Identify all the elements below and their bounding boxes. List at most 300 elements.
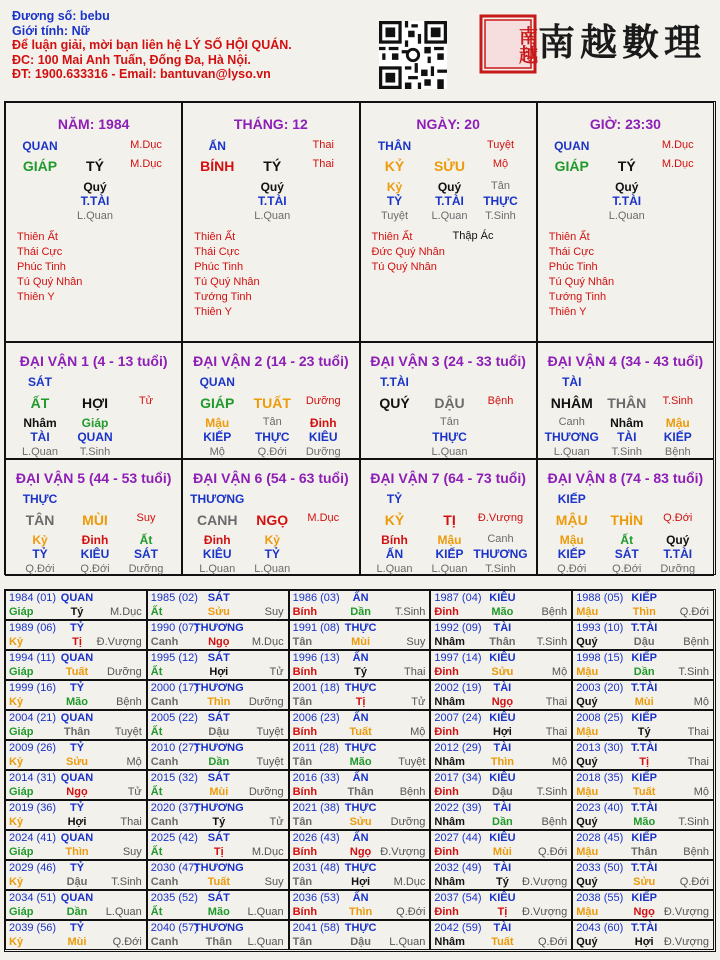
year-label: 1988 (05)	[576, 592, 624, 604]
pillar-text: KIẾP	[663, 430, 692, 444]
dai-van-title: ĐẠI VẬN 8 (74 - 83 tuổi)	[547, 470, 704, 486]
year-god: KIÊU	[489, 592, 516, 604]
star-item: Thái Cực	[17, 246, 63, 258]
year-stem: Quý	[576, 936, 598, 948]
year-god: KIẾP	[631, 892, 658, 904]
pillar-text: Nhâm	[23, 416, 57, 430]
year-label: 2008 (25)	[576, 712, 624, 724]
year-label: 2012 (29)	[434, 742, 482, 754]
year-cell	[147, 920, 289, 950]
year-stem: Bính	[292, 846, 318, 858]
year-branch: Sửu	[491, 666, 514, 678]
pillar-cell	[5, 102, 182, 342]
pillar-text: GIÁP	[200, 395, 235, 411]
year-branch: Ngọ	[349, 846, 372, 858]
pillar-text: TÀI	[30, 430, 50, 444]
year-stage: Mộ	[551, 756, 568, 768]
year-stage: Tuyệt	[114, 726, 142, 738]
year-god: KIẾP	[631, 652, 658, 664]
red-seal-logo	[479, 14, 537, 74]
pillar-text: Đinh	[203, 533, 231, 547]
pillar-text: T.TÀI	[435, 194, 464, 208]
pillar-text: L.Quan	[431, 446, 468, 458]
year-god: QUAN	[60, 892, 94, 904]
year-god: THỰC	[344, 682, 377, 694]
year-cell	[430, 800, 572, 830]
year-god: T.TÀI	[631, 622, 658, 634]
qr-code-icon[interactable]	[379, 21, 447, 89]
pillar-text: Quý	[615, 180, 639, 194]
year-stage: Đ.Vượng	[522, 906, 568, 918]
year-branch: Dậu	[633, 636, 655, 648]
year-label: 2010 (27)	[150, 742, 198, 754]
year-stem: Giáp	[9, 726, 34, 738]
pillar-text: TỶ	[386, 492, 403, 506]
year-god: T.TÀI	[631, 682, 658, 694]
year-god: TỶ	[69, 922, 85, 934]
year-stem: Nhâm	[434, 636, 465, 648]
year-stage: Bệnh	[683, 846, 709, 858]
year-label: 1990 (07)	[150, 622, 198, 634]
year-cell	[572, 860, 714, 890]
year-stage: Thai	[545, 726, 568, 738]
year-cell	[147, 860, 289, 890]
pillar-text: Mộ	[209, 446, 225, 458]
year-stage: Tử	[411, 696, 426, 708]
year-god: QUAN	[60, 592, 94, 604]
pillar-text: Giáp	[81, 416, 109, 430]
year-cell	[572, 620, 714, 650]
year-stem: Mậu	[576, 906, 599, 918]
year-cell	[5, 860, 147, 890]
pillar-text: QUÝ	[379, 395, 410, 411]
year-label: 1986 (03)	[292, 592, 340, 604]
year-branch: Dậu	[350, 936, 371, 948]
year-branch: Tị	[355, 696, 366, 708]
year-label: 2000 (17)	[150, 682, 198, 694]
year-stage: T.Sinh	[111, 876, 142, 888]
year-branch: Hợi	[634, 936, 654, 948]
dai-van-cell	[537, 459, 714, 576]
year-stage: L.Quan	[389, 936, 426, 948]
year-stage: Dưỡng	[390, 816, 426, 828]
pillar-text: SÁT	[28, 375, 52, 389]
year-cell	[147, 890, 289, 920]
pillar-text: KIÊU	[80, 547, 110, 561]
year-branch: Ngọ	[66, 786, 88, 798]
year-label: 2040 (57)	[150, 922, 198, 934]
year-stage: Tử	[127, 786, 142, 798]
year-cell	[572, 590, 714, 620]
year-stage: Mộ	[126, 756, 142, 768]
pillar-text: TỊ	[443, 512, 456, 528]
year-god: KIÊU	[489, 772, 516, 784]
year-stem: Bính	[292, 906, 318, 918]
year-stage: Dưỡng	[248, 786, 284, 798]
pillar-text: SÁT	[614, 547, 639, 561]
pillar-text: NGỌ	[256, 512, 289, 528]
year-cell	[147, 740, 289, 770]
year-stem: Kỷ	[9, 696, 24, 708]
pillar-text: HỢI	[82, 395, 108, 411]
year-stage: T.Sinh	[536, 786, 568, 798]
year-god: KIÊU	[489, 832, 516, 844]
year-cell	[430, 860, 572, 890]
pillar-cell	[537, 102, 714, 342]
year-stage: M.Dục	[110, 606, 142, 618]
pillar-text: Tuyệt	[380, 210, 409, 222]
pillar-text: Đinh	[309, 416, 337, 430]
year-label: 1991 (08)	[292, 622, 340, 634]
pillar-text: KỶ	[384, 158, 405, 174]
year-branch: Dậu	[66, 876, 88, 888]
pillar-text: L.Quan	[431, 563, 468, 575]
year-stage: T.Sinh	[678, 816, 709, 828]
pillar-text: Quý	[260, 180, 284, 194]
year-branch: Tuất	[207, 876, 230, 888]
year-branch: Tị	[213, 846, 224, 858]
dai-van-title: ĐẠI VẬN 2 (14 - 23 tuổi)	[193, 353, 349, 369]
pillar-text: BÍNH	[200, 158, 235, 174]
special-stars-bad	[453, 230, 494, 242]
year-label: 1997 (14)	[434, 652, 482, 664]
year-branch: Ngọ	[208, 636, 230, 648]
year-label: 2023 (40)	[576, 802, 624, 814]
year-stage: Thai	[120, 816, 142, 828]
year-label: 2027 (44)	[434, 832, 482, 844]
year-stem: Đinh	[434, 846, 459, 858]
year-cell	[289, 680, 431, 710]
year-stage: L.Quan	[247, 906, 284, 918]
pillar-text: T.Sinh	[485, 563, 516, 575]
pillar-text: L.Quan	[254, 563, 291, 575]
year-stage: Thai	[545, 696, 568, 708]
year-cell	[5, 650, 147, 680]
year-label: 2015 (32)	[150, 772, 198, 784]
year-stage: Q.Đới	[396, 906, 426, 918]
year-label: 2032 (49)	[434, 862, 482, 874]
year-cell	[5, 590, 147, 620]
seal-text: 南越	[516, 26, 538, 64]
year-branch: Ngọ	[633, 906, 655, 918]
year-branch: Thân	[347, 786, 374, 798]
year-stem: Đinh	[434, 666, 459, 678]
year-stage: Dưỡng	[107, 666, 142, 678]
year-stage: Q.Đới	[679, 876, 709, 888]
star-item: Thiên Y	[194, 306, 232, 318]
year-cell	[430, 890, 572, 920]
year-god: TÀI	[493, 742, 512, 754]
pillar-text: T.TÀI	[257, 194, 287, 208]
star-item: Thái Cực	[548, 246, 595, 258]
year-stem: Giáp	[9, 666, 34, 678]
year-stage: Q.Đới	[679, 606, 709, 618]
pillar-text: M.Dục	[661, 158, 694, 170]
star-item: Thiên Ất	[194, 231, 236, 243]
year-stem: Tân	[292, 696, 313, 708]
year-label: 2029 (46)	[9, 862, 57, 874]
year-cell	[572, 710, 714, 740]
year-label: 1985 (02)	[150, 592, 198, 604]
brand-calligraphy: 南越數理	[538, 20, 706, 64]
year-god: TÀI	[493, 682, 512, 694]
year-stage: Suy	[122, 846, 142, 858]
pillar-text: Quý	[666, 533, 690, 547]
year-branch: Thìn	[65, 846, 89, 858]
year-stem: Tân	[292, 636, 313, 648]
year-god: TỶ	[69, 862, 85, 874]
year-god: T.TÀI	[631, 802, 658, 814]
pillar-text: TỶ	[264, 547, 280, 561]
star-item: Thiên Ất	[371, 231, 413, 243]
year-cell	[430, 770, 572, 800]
year-label: 2011 (28)	[292, 742, 339, 754]
star-item: Tướng Tinh	[194, 291, 252, 303]
pillar-text: SÁT	[134, 547, 158, 561]
year-god: THƯƠNG	[193, 622, 244, 634]
year-stem: Canh	[150, 876, 179, 888]
year-branch: Tuất	[491, 936, 514, 948]
pillar-text: Bính	[381, 533, 408, 547]
pillar-text: T.Sinh	[485, 210, 516, 222]
year-god: KIÊU	[489, 652, 516, 664]
year-cell	[147, 800, 289, 830]
pillar-title: THÁNG: 12	[233, 116, 308, 132]
year-stem: Quý	[576, 636, 598, 648]
year-branch: Thân	[205, 936, 232, 948]
pillar-text: T.Sinh	[662, 395, 694, 407]
year-stem: Ất	[150, 606, 163, 618]
star-item: Phúc Tinh	[17, 261, 66, 273]
year-stage: Q.Đới	[537, 936, 568, 948]
pillar-text: THÂN	[377, 139, 412, 153]
year-branch: Tị	[497, 906, 508, 918]
pillar-text: Bệnh	[487, 395, 514, 407]
year-cell	[289, 860, 431, 890]
year-god: THƯƠNG	[193, 802, 244, 814]
year-cell	[430, 740, 572, 770]
pillar-title: GIỜ: 23:30	[589, 116, 661, 132]
pillar-text: Kỷ	[386, 180, 403, 194]
pillar-text: QUAN	[22, 139, 58, 153]
year-branch: Thìn	[207, 696, 231, 708]
pillar-text: THỰC	[432, 430, 467, 444]
pillar-text: Q.Đới	[25, 563, 55, 575]
year-stem: Quý	[576, 876, 598, 888]
year-god: THƯƠNG	[193, 862, 244, 874]
pillar-text: Canh	[558, 416, 585, 428]
year-branch: Tý	[212, 816, 226, 828]
year-branch: Mão	[633, 816, 656, 828]
year-stage: Mộ	[693, 696, 709, 708]
pillar-text: L.Quan	[254, 210, 291, 222]
year-cell	[430, 710, 572, 740]
pillar-text: M.Dục	[307, 512, 340, 524]
year-label: 2014 (31)	[9, 772, 57, 784]
year-cell	[289, 770, 431, 800]
pillar-text: Ất	[620, 533, 634, 547]
pillar-text: KỶ	[384, 512, 405, 528]
star-item: Tú Quý Nhân	[371, 261, 437, 273]
year-branch: Tý	[70, 606, 84, 618]
pillar-text: TÂN	[25, 512, 55, 528]
pillar-text: KIẾP	[557, 492, 586, 506]
year-branch: Dần	[66, 906, 88, 918]
year-stem: Mậu	[576, 786, 599, 798]
pillar-text: Bệnh	[664, 446, 691, 458]
pillar-text: KIẾP	[203, 430, 232, 444]
dai-van-cell	[360, 342, 537, 459]
year-label: 2037 (54)	[434, 892, 482, 904]
pillar-text: Kỷ	[32, 533, 48, 547]
pillar-text: THÂN	[607, 395, 647, 411]
four-pillars-grid	[4, 101, 716, 575]
pillar-text: L.Quan	[431, 210, 468, 222]
year-branch: Mão	[207, 906, 230, 918]
year-label: 2041 (58)	[292, 922, 340, 934]
year-stem: Kỷ	[9, 936, 24, 948]
pillar-text: Tử	[138, 395, 154, 407]
pillar-text: KIÊU	[308, 430, 338, 444]
year-stage: M.Dục	[251, 846, 284, 858]
year-cell	[572, 800, 714, 830]
pillar-text: Mậu	[437, 533, 462, 547]
year-cell	[5, 680, 147, 710]
year-god: TÀI	[493, 802, 512, 814]
dai-van-title: ĐẠI VẬN 3 (24 - 33 tuổi)	[370, 353, 526, 369]
year-god: TỶ	[69, 622, 85, 634]
year-label: 2030 (47)	[150, 862, 198, 874]
year-stage: Mộ	[693, 786, 709, 798]
year-cell	[5, 620, 147, 650]
year-god: KIÊU	[489, 892, 516, 904]
year-branch: Thìn	[490, 756, 514, 768]
year-cell	[147, 710, 289, 740]
pillar-text: L.Quan	[199, 563, 236, 575]
year-stem: Nhâm	[434, 816, 465, 828]
special-stars	[372, 230, 445, 275]
year-label: 2019 (36)	[9, 802, 57, 814]
star-item: Phúc Tinh	[548, 261, 598, 273]
year-branch: Thân	[63, 726, 91, 738]
year-stem: Kỷ	[9, 876, 24, 888]
pillar-text: THƯƠNG	[544, 430, 599, 444]
pillar-text: TÝ	[86, 158, 104, 174]
year-stage: Q.Đới	[537, 846, 568, 858]
year-branch: Mùi	[209, 786, 229, 798]
pillar-text: CANH	[197, 512, 238, 528]
year-stage: Bệnh	[683, 636, 709, 648]
year-branch: Thân	[631, 846, 658, 858]
pillar-text: T.TÀI	[80, 194, 110, 208]
year-cell	[572, 920, 714, 950]
pillar-text: L.Quan	[608, 210, 645, 222]
dai-van-cell	[5, 342, 182, 459]
year-stage: L.Quan	[247, 936, 284, 948]
year-cell	[147, 770, 289, 800]
year-cell	[147, 650, 289, 680]
pillar-text: QUAN	[199, 375, 235, 389]
year-stage: T.Sinh	[536, 636, 568, 648]
star-item: Tú Quý Nhân	[194, 276, 260, 288]
year-cell	[572, 770, 714, 800]
star-item: Thiên Ất	[548, 231, 590, 243]
year-label: 2036 (53)	[292, 892, 340, 904]
year-stage: Bệnh	[541, 816, 568, 828]
year-label: 2016 (33)	[292, 772, 340, 784]
year-label: 1989 (06)	[9, 622, 57, 634]
pillar-text: L.Quan	[376, 563, 413, 575]
pillar-text: KIÊU	[202, 547, 232, 561]
year-label: 2013 (30)	[576, 742, 624, 754]
pillar-text: Đinh	[81, 533, 109, 547]
year-cell	[289, 590, 431, 620]
pillar-text: Mậu	[559, 533, 584, 547]
year-stem: Giáp	[9, 606, 34, 618]
year-label: 2033 (50)	[576, 862, 624, 874]
year-stem: Quý	[576, 816, 598, 828]
pillar-text: Canh	[487, 533, 514, 545]
year-label: 2038 (55)	[576, 892, 624, 904]
year-stem: Mậu	[576, 666, 599, 678]
pillar-text: T.TÀI	[612, 194, 642, 208]
year-branch: Mùi	[492, 846, 512, 858]
year-god: TÀI	[493, 922, 512, 934]
year-cell	[289, 650, 431, 680]
year-cell	[430, 920, 572, 950]
year-cell	[289, 740, 431, 770]
year-stage: Q.Đới	[112, 936, 142, 948]
pillar-text: ẤT	[30, 395, 50, 411]
contact-line: Để luận giải, mời bạn liên hệ LÝ SỐ HỘI QUÁN.	[12, 38, 292, 52]
pillar-text: THÌN	[610, 512, 644, 528]
pillar-text: DẬU	[434, 395, 465, 411]
pillar-text: QUAN	[77, 430, 113, 444]
year-branch: Thìn	[632, 606, 656, 618]
year-cell	[5, 770, 147, 800]
year-label: 1995 (12)	[150, 652, 198, 664]
year-branch: Tuất	[349, 726, 372, 738]
year-cell	[572, 830, 714, 860]
year-stage: Mộ	[410, 726, 426, 738]
pillar-text: ẤN	[208, 139, 226, 153]
year-god: T.TÀI	[631, 862, 658, 874]
year-stem: Bính	[292, 786, 318, 798]
pillar-text: GIÁP	[554, 158, 589, 174]
year-stage: Suy	[264, 606, 284, 618]
star-item: Thập Ác	[452, 230, 494, 242]
year-branch: Hợi	[67, 816, 87, 828]
year-branch: Dậu	[208, 726, 230, 738]
year-branch: Hợi	[351, 876, 371, 888]
star-item: Tú Quý Nhân	[548, 276, 615, 288]
pillar-text: Tân	[262, 416, 282, 428]
year-label: 2024 (41)	[9, 832, 57, 844]
pillar-text: TUẤT	[253, 395, 291, 411]
year-stage: T.Sinh	[394, 606, 426, 618]
year-branch: Mùi	[634, 696, 654, 708]
star-item: Đức Quý Nhân	[371, 246, 445, 258]
year-branch: Tý	[495, 876, 509, 888]
year-cell	[572, 890, 714, 920]
pillar-text: KIẾP	[557, 547, 586, 561]
dai-van-title: ĐẠI VẬN 6 (54 - 63 tuổi)	[193, 470, 349, 486]
pillar-text: MÙI	[82, 512, 108, 528]
year-cell	[430, 680, 572, 710]
year-branch: Dậu	[492, 786, 513, 798]
pillar-text: TÀI	[617, 430, 637, 444]
year-branch: Tuất	[65, 666, 89, 678]
